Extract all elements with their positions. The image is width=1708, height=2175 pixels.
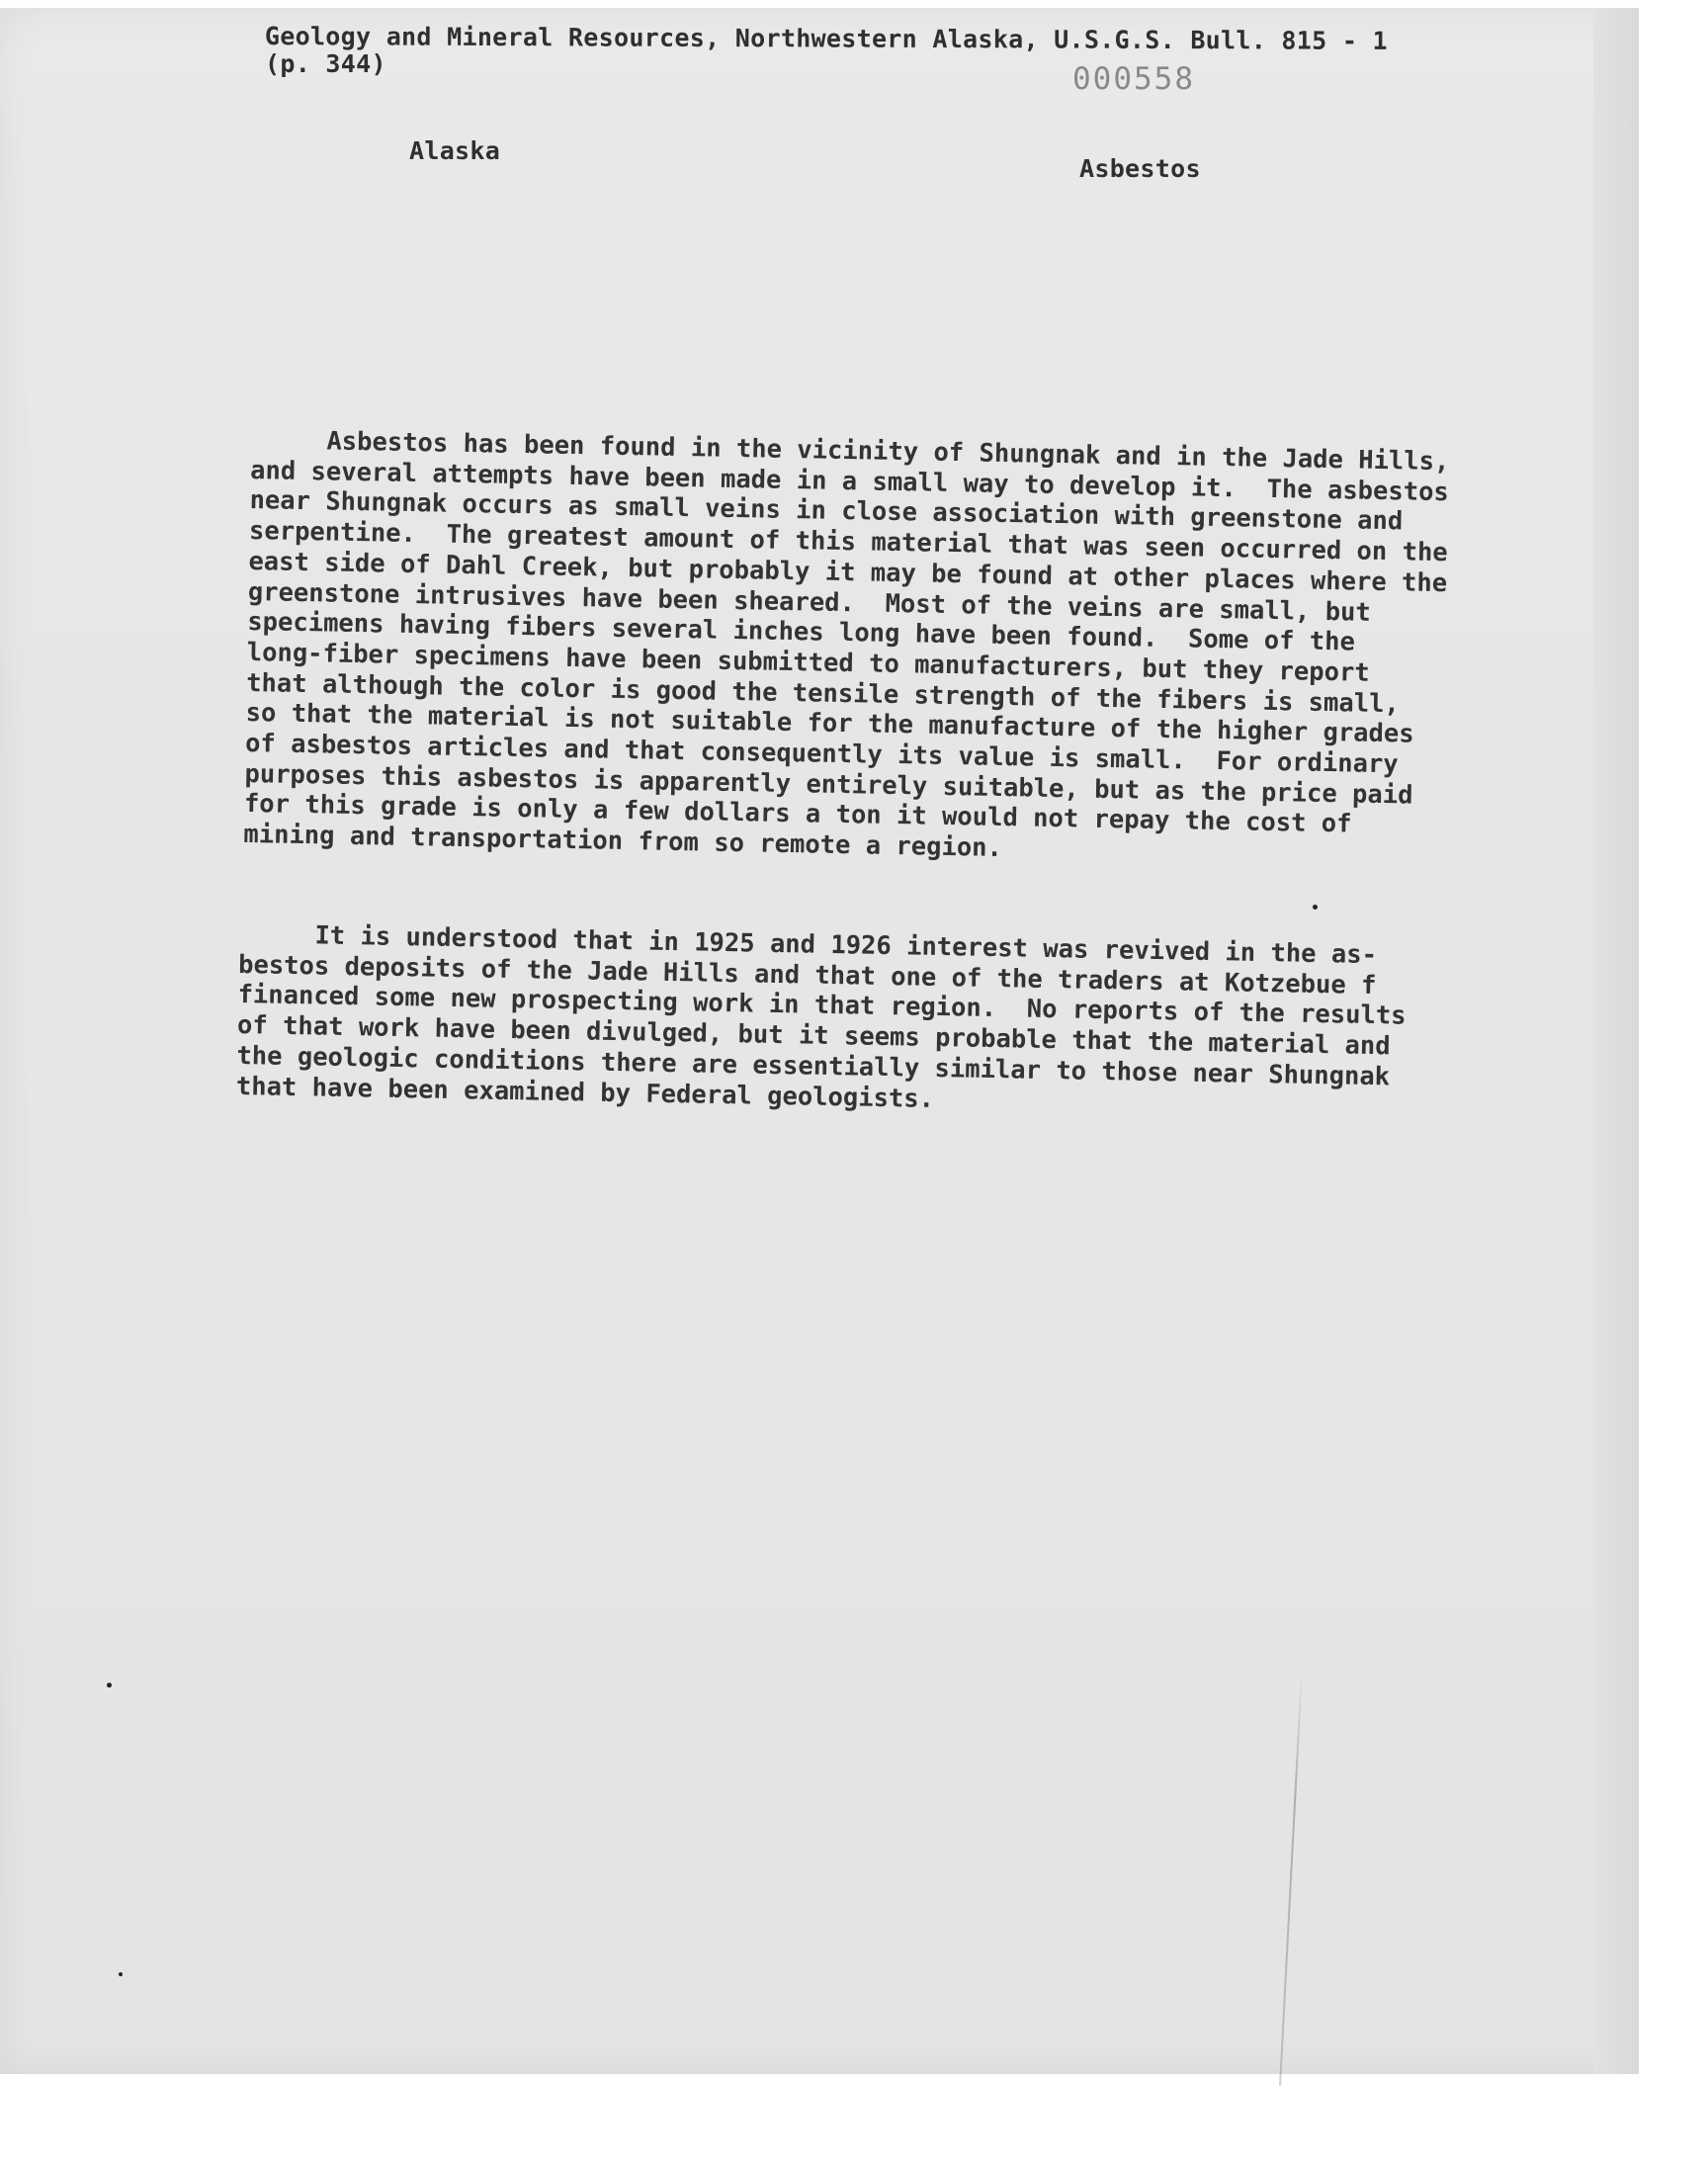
- commodity-heading: Asbestos: [1079, 154, 1201, 183]
- body-paragraph-1: Asbestos has been found in the vicinity of Shungnak and in the Jade Hills, and several attempts have been made in a small way to develop it. The asbestos near Shungnak occurs as small veins in close association with greenstone and serpentine. The greatest amount of this material that was seen occurred on the east side of Dahl Creek, but probably it may be found at other places where the greenstone intrusives have been sheared. Most of the veins are small, but specimens having fibers several inches long have been found. Some of the long-fiber specimens have been submitted to manufacturers, but they report that although the color is good the tensile strength of the fibers is small, so that the material is not suitable for the manufacture of the higher grades of asbestos articles and that consequently its value is small. For ordinary purposes this asbestos is apparently entirely suitable, but as the price paid for this grade is only a few dollars a ton it would not repay the cost of mining and transportation from so remote a region.: [243, 425, 1450, 864]
- speck-mark: [1313, 905, 1318, 910]
- document-number-stamp: 000558: [1072, 61, 1195, 97]
- page-edge-shadow: [1593, 8, 1639, 2074]
- speck-mark: [119, 1972, 123, 1976]
- state-heading: Alaska: [409, 136, 501, 165]
- body-paragraph-2: It is understood that in 1925 and 1926 interest was revived in the as- bestos deposits of the Jade Hills and that one of the traders at Kotzebue f financed some new prospecting work in that region. No reports of the results of that work have been divulged, but it seems probable that the material and the geologic conditions there are essentially similar to those near Shungnak that have been examined by Federal geologists.: [235, 919, 1407, 1114]
- citation-line: Geology and Mineral Resources, Northwestern Alaska, U.S.G.S. Bull. 815 - 1: [264, 22, 1388, 55]
- speck-mark: [107, 1683, 112, 1688]
- citation-page: (p. 344): [265, 49, 386, 78]
